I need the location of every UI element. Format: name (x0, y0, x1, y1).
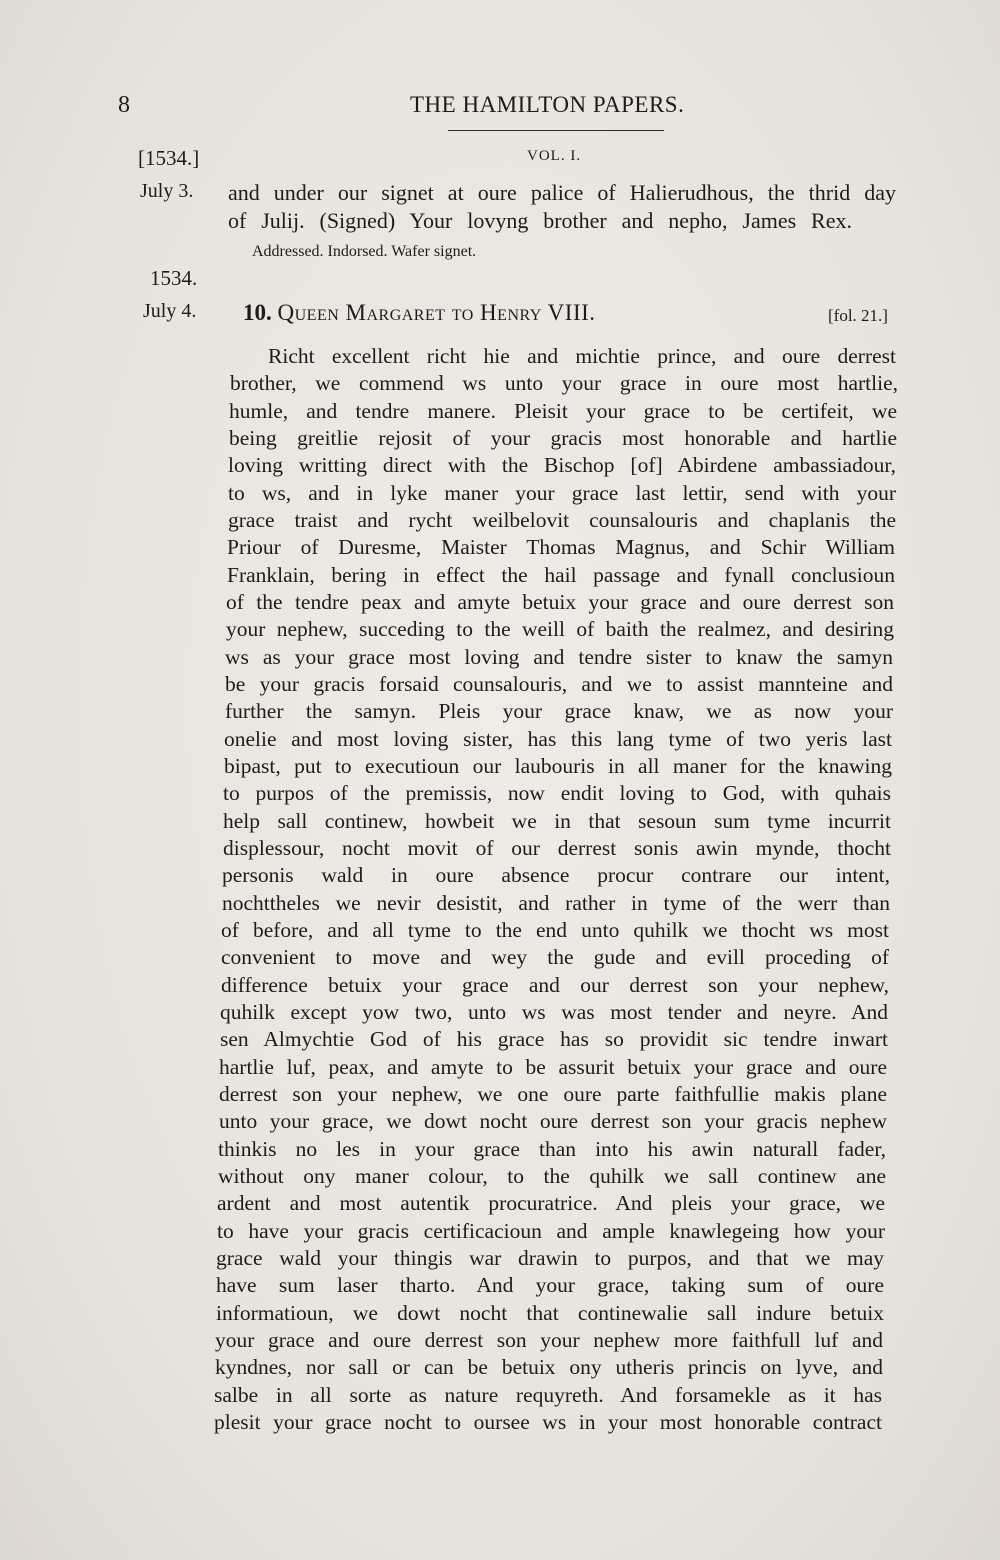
margin-date-july-4: July 4. (143, 300, 197, 322)
letter-text-line: to have your gracis certificacioun and ample knawlegeing how your (217, 1219, 885, 1243)
letter-text-line: difference betuix your grace and our derrest son your nephew, (221, 973, 889, 997)
running-head: THE HAMILTON PAPERS. (410, 92, 685, 117)
letter-text-line: sen Almychtie God of his grace has so providit sic tendre inwart (220, 1027, 888, 1051)
letter-text-line: onelie and most loving sister, has this lang tyme of two yeris last (224, 727, 892, 751)
letter-text-line: grace traist and rycht weilbelovit counsalouris and chaplanis the (228, 508, 896, 532)
header-rule (448, 130, 664, 131)
letter-text-line: personis wald in oure absence procur contrare our intent, (222, 863, 890, 887)
page-number: 8 (118, 92, 130, 118)
letter-text-line: your grace and oure derrest son your nephew more faithfull luf and (215, 1328, 883, 1352)
letter-text-line: help sall continew, howbeit we in that sesoun sum tyme incurrit (223, 809, 891, 833)
letter-text-line: of before, and all tyme to the end unto quhilk we thocht ws most (221, 918, 889, 942)
letter-number: 10. (243, 300, 272, 325)
letter-text-line: loving writting direct with the Bischop [of] Abirdene ambassiadour, (228, 453, 896, 477)
letter-text-line: hartlie luf, peax, and amyte to be assurit betuix your grace and oure (219, 1055, 887, 1079)
letter-text-line: brother, we commend ws unto your grace in oure most hartlie, (230, 371, 898, 395)
text-line: of Julij. (Signed) Your lovyng brother and nepho, James Rex. (228, 208, 852, 233)
letter-text-line: salbe in all sorte as nature requyreth. And forsamekle as it has (214, 1383, 882, 1407)
endorsement-note: Addressed. Indorsed. Wafer signet. (252, 243, 477, 260)
letter-text-line: Richt excellent richt hie and michtie prince, and oure derrest (268, 344, 896, 368)
letter-text-line: thinkis no les in your grace than into his awin naturall fader, (218, 1137, 886, 1161)
letter-text-line: have sum laser tharto. And your grace, taking sum of oure (216, 1273, 884, 1297)
margin-year-bracketed: [1534.] (138, 146, 200, 170)
letter-text-line: be your gracis forsaid counsalouris, and we to assist mannteine and (225, 672, 893, 696)
letter-text-line: to purpos of the premissis, now endit loving to God, with quhais (223, 781, 891, 805)
letter-text-line: unto your grace, we dowt nocht oure derrest son your gracis nephew (219, 1109, 887, 1133)
margin-date-july-3: July 3. (140, 180, 194, 202)
letter-text-line: informatioun, we dowt nocht that continewalie sall indure betuix (216, 1301, 884, 1325)
letter-text-line: of the tendre peax and amyte betuix your grace and oure derrest son (226, 590, 894, 614)
letter-text-line: to ws, and in lyke maner your grace last lettir, send with your (228, 481, 896, 505)
letter-text-line: humle, and tendre manere. Pleisit your grace to be certifeit, we (229, 399, 897, 423)
letter-text-line: Franklain, bering in effect the hail passage and fynall conclusioun (227, 563, 895, 587)
folio-reference: [fol. 21.] (828, 306, 888, 325)
letter-text-line: ws as your grace most loving and tendre sister to knaw the samyn (225, 645, 893, 669)
letter-text-line: grace wald your thingis war drawin to purpos, and that we may (216, 1246, 884, 1270)
letter-text-line: further the samyn. Pleis your grace knaw, we as now your (225, 699, 893, 723)
letter-text-line: kyndnes, nor sall or can be betuix ony utheris princis on lyve, and (215, 1355, 883, 1379)
letter-text-line: quhilk except yow two, unto ws was most tender and neyre. And (220, 1000, 888, 1024)
letter-text-line: your nephew, succeding to the weill of baith the realmez, and desiring (226, 617, 894, 641)
letter-text-line: plesit your grace nocht to oursee ws in your most honorable contract (214, 1410, 882, 1434)
letter-text-line: derrest son your nephew, we one oure parte faithfullie makis plane (219, 1082, 887, 1106)
letter-text-line: bipast, put to executioun our laubouris in all maner for the knawing (224, 754, 892, 778)
letter-text-line: ardent and most autentik procuratrice. And pleis your grace, we (217, 1191, 885, 1215)
letter-text-line: without ony maner colour, to the quhilk we sall continew ane (218, 1164, 886, 1188)
letter-text-line: nochttheles we nevir desistit, and rather in tyme of the werr than (222, 891, 890, 915)
letter-text-line: displessour, nocht movit of our derrest sonis awin mynde, thocht (223, 836, 891, 860)
margin-year: 1534. (150, 266, 198, 290)
letter-text-line: convenient to move and wey the gude and evill proceding of (221, 945, 889, 969)
letter-text-line: Priour of Duresme, Maister Thomas Magnus, and Schir William (227, 535, 895, 559)
text-line: and under our signet at oure palice of Halierudhous, the thrid day (228, 180, 896, 205)
letter-title: Queen Margaret to Henry VIII. (277, 300, 596, 325)
volume-label: VOL. I. (527, 148, 582, 164)
letter-heading (243, 300, 596, 326)
letter-text-line: being greitlie rejosit of your gracis most honorable and hartlie (229, 426, 897, 450)
